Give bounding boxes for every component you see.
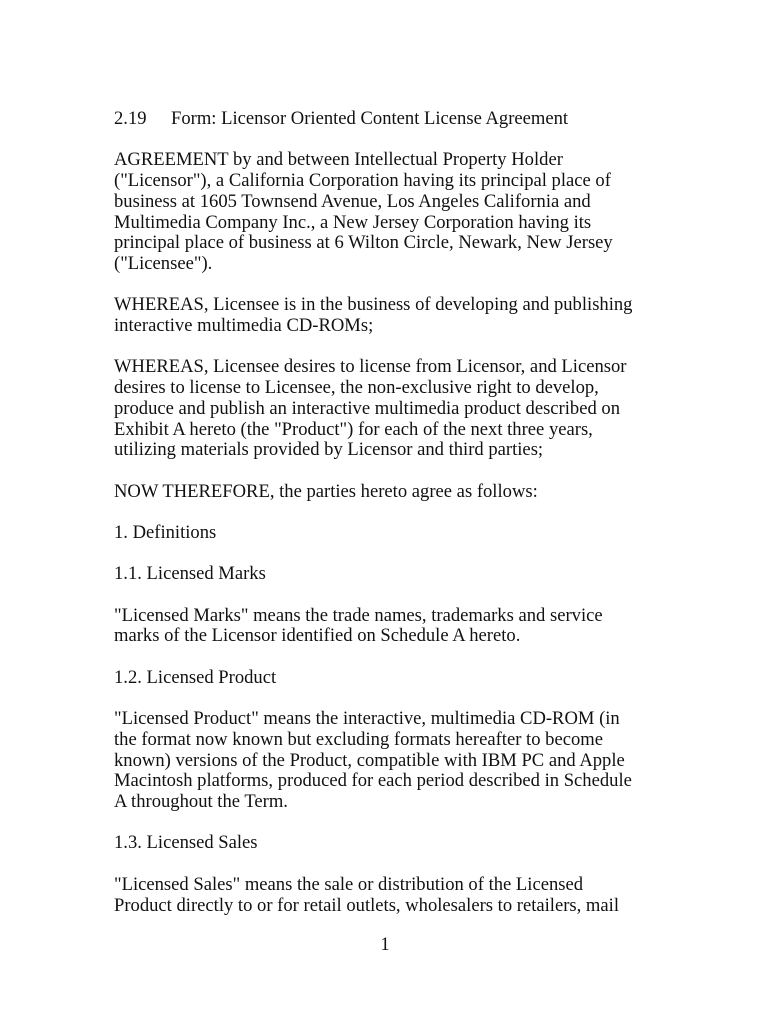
paragraph-line: business at 1605 Townsend Avenue, Los Angeles California and xyxy=(114,190,591,212)
paragraph-line: ("Licensee"). xyxy=(114,252,213,274)
form-title: Form: Licensor Oriented Content License Agreement xyxy=(171,108,569,129)
paragraph-line: "Licensed Sales" means the sale or distribution of the Licensed xyxy=(114,873,584,895)
paragraph-line: A throughout the Term. xyxy=(114,791,288,813)
licensed-product-definition xyxy=(114,709,674,813)
page-number: 1 xyxy=(380,934,390,955)
paragraph-line: "Licensed Marks" means the trade names, trademarks and service xyxy=(114,604,603,626)
whereas-paragraph-1 xyxy=(114,295,674,336)
paragraph-line: Multimedia Company Inc., a New Jersey Corporation having its xyxy=(114,211,592,233)
paragraph-line: AGREEMENT by and between Intellectual Property Holder xyxy=(114,149,563,171)
paragraph-line: ("Licensor"), a California Corporation having its principal place of xyxy=(114,170,611,192)
paragraph-line: interactive multimedia CD-ROMs; xyxy=(114,315,374,336)
paragraph-line: the format now known but excluding formats hereafter to become xyxy=(114,728,603,750)
paragraph-line: marks of the Licensor identified on Schedule A hereto. xyxy=(114,625,521,647)
agreement-paragraph xyxy=(114,150,674,274)
paragraph-line: desires to license to Licensee, the non-exclusive right to develop, xyxy=(114,377,599,399)
paragraph-line: known) versions of the Product, compatible with IBM PC and Apple xyxy=(114,749,625,771)
licensed-marks-definition xyxy=(114,606,674,647)
section-heading-line: 1.2. Licensed Product xyxy=(114,666,277,688)
form-heading xyxy=(114,109,674,130)
whereas-paragraph-2 xyxy=(114,357,674,461)
paragraph-line: Product directly to or for retail outlets, wholesalers to retailers, mail xyxy=(114,894,619,916)
now-therefore-paragraph xyxy=(114,482,674,503)
paragraph-line: utilizing materials provided by Licensor and third parties; xyxy=(114,439,544,461)
paragraph-line: WHEREAS, Licensee is in the business of developing and publishing xyxy=(114,294,633,316)
section-heading-licensed-sales xyxy=(114,833,674,854)
form-heading-line xyxy=(114,109,674,130)
section-heading-licensed-marks xyxy=(114,564,674,585)
form-number: 2.19 xyxy=(114,108,147,129)
section-heading-line: 1.3. Licensed Sales xyxy=(114,832,258,854)
section-heading-line: 1.1. Licensed Marks xyxy=(114,563,266,585)
paragraph-line: Macintosh platforms, produced for each period described in Schedule xyxy=(114,770,632,792)
section-heading-definitions xyxy=(114,523,674,544)
section-heading-line: 1. Definitions xyxy=(114,521,217,543)
document-body xyxy=(114,109,674,937)
section-heading-licensed-product xyxy=(114,668,674,689)
paragraph-line: WHEREAS, Licensee desires to license from Licensor, and Licensor xyxy=(114,356,627,378)
paragraph-line: Exhibit A hereto (the "Product") for each of the next three years, xyxy=(114,418,593,440)
paragraph-line: "Licensed Product" means the interactive, multimedia CD-ROM (in xyxy=(114,708,620,730)
paragraph-line: principal place of business at 6 Wilton Circle, Newark, New Jersey xyxy=(114,232,613,254)
paragraph-line: produce and publish an interactive multimedia product described on xyxy=(114,397,621,419)
licensed-sales-definition xyxy=(114,875,674,916)
paragraph-line: NOW THEREFORE, the parties hereto agree as follows: xyxy=(114,480,538,502)
